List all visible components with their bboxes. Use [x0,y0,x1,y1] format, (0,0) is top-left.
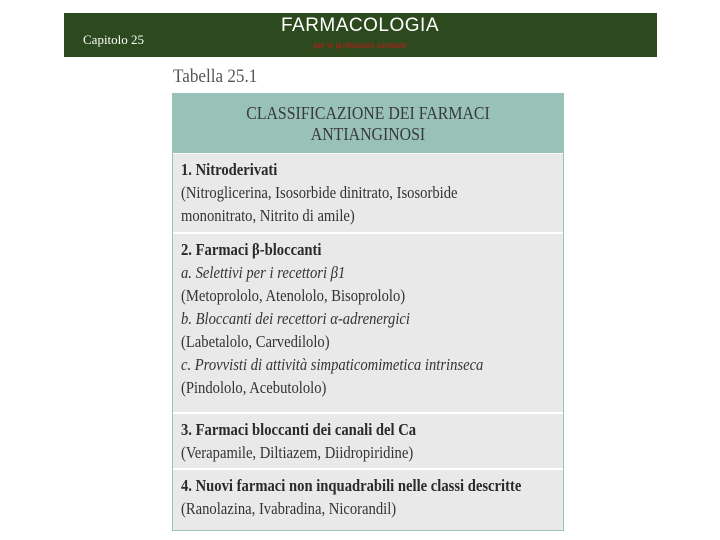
section-title: 3. Farmaci bloccanti dei canali del Ca [181,420,417,439]
section-line: (Verapamile, Diltiazem, Diidropiridine) [181,443,414,462]
section-line: mononitrato, Nitrito di amile) [181,206,355,225]
classification-table [172,93,564,531]
section-title: 2. Farmaci β-bloccanti [181,240,322,259]
table-row [173,414,563,470]
subtitle: per le professioni sanitarie [313,41,407,50]
table-row [173,234,563,414]
table-row [173,154,563,234]
section-title: 4. Nuovi farmaci non inquadrabili nelle classi descritte [181,476,522,495]
chapter-label: Capitolo 25 [83,32,145,47]
section-line: b. Bloccanti dei recettori α-adrenergici [181,309,410,328]
section-line: a. Selettivi per i recettori β1 [181,263,346,282]
table-heading [196,103,539,145]
table-caption: Tabella 25.1 [173,66,258,87]
section-line: (Nitroglicerina, Isosorbide dinitrato, Isosorbide [181,183,458,202]
section-line: (Metoprololo, Atenololo, Bisoprololo) [181,286,406,305]
table-heading-line-1: CLASSIFICAZIONE DEI FARMACI [246,103,490,123]
table-row [173,470,563,530]
table-heading-line-2: ANTIANGINOSI [310,124,426,144]
section-line: (Pindololo, Acebutololo) [181,378,327,397]
table-header [173,94,563,154]
section-line: (Ranolazina, Ivabradina, Nicorandil) [181,499,397,518]
main-title: FARMACOLOGIA [280,15,440,36]
section-line: (Labetalolo, Carvedilolo) [181,332,330,351]
section-title: 1. Nitroderivati [181,160,278,179]
section-line: c. Provvisti di attività simpaticomimetica intrinseca [181,355,484,374]
